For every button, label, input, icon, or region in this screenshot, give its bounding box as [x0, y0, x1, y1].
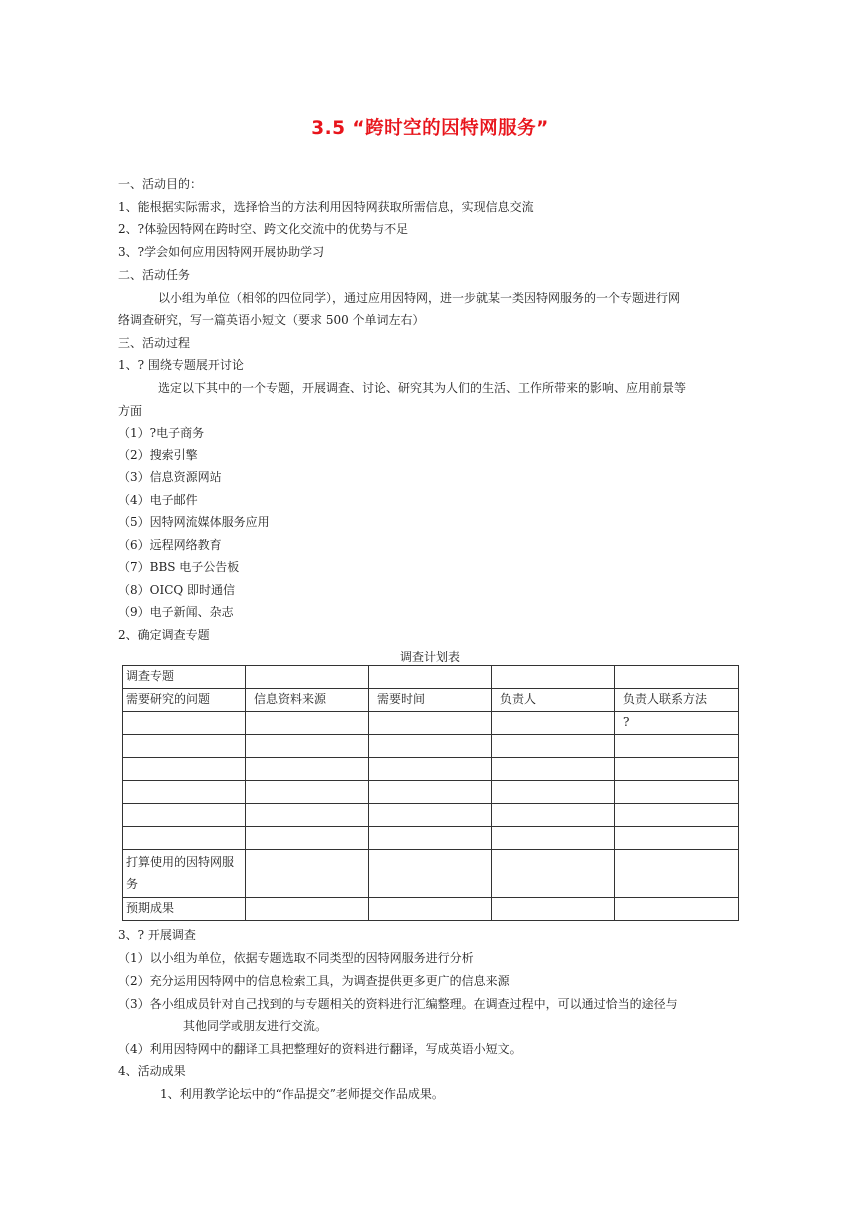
section-heading-results: 4、活动成果: [118, 1064, 186, 1078]
topic-item: （9）电子新闻、杂志: [118, 605, 234, 619]
table-row: [123, 850, 739, 898]
step-3-item: （1）以小组为单位，依据专题选取不同类型的因特网服务进行分析: [118, 951, 474, 965]
step-2-heading: 2、确定调查专题: [118, 628, 210, 642]
table-cell: [615, 758, 739, 781]
table-row: [123, 712, 739, 735]
table-cell: [615, 804, 739, 827]
topic-item: （8）OICQ 即时通信: [118, 583, 236, 597]
table-cell: [369, 850, 492, 898]
header-cell: 需要时间: [369, 689, 492, 712]
table-cell: [492, 804, 615, 827]
step-1-heading: 1、? 围绕专题展开讨论: [118, 358, 244, 372]
task-paragraph-line-2: 络调查研究，写一篇英语小短文（要求 500 个单词左右）: [118, 313, 425, 327]
table-cell: [615, 735, 739, 758]
table-cell: [492, 735, 615, 758]
task-paragraph-line-1: 以小组为单位（相邻的四位同学），通过应用因特网，进一步就某一类因特网服务的一个专题进行网: [158, 291, 681, 305]
table-cell: [123, 712, 246, 735]
table-cell: [123, 827, 246, 850]
table-cell: [492, 827, 615, 850]
goal-2: 2、?体验因特网在跨时空、跨文化交流中的优势与不足: [118, 222, 409, 236]
table-cell: [615, 827, 739, 850]
topic-item: （4）电子邮件: [118, 493, 198, 507]
table-cell: [492, 781, 615, 804]
table-row: [123, 898, 739, 921]
goal-3: 3、?学会如何应用因特网开展协助学习: [118, 245, 325, 259]
table-cell: [246, 827, 369, 850]
table-cell: [369, 804, 492, 827]
header-cell: 信息资料来源: [246, 689, 369, 712]
table-cell: [123, 735, 246, 758]
section-heading-task: 二、活动任务: [118, 268, 191, 282]
expected-result-label-cell: 预期成果: [123, 898, 246, 921]
topic-label-cell: 调查专题: [123, 666, 246, 689]
table-cell: [246, 758, 369, 781]
goal-1: 1、能根据实际需求，选择恰当的方法利用因特网获取所需信息，实现信息交流: [118, 200, 534, 214]
step-3-item-continuation: 其他同学或朋友进行交流。: [183, 1019, 328, 1033]
header-cell: 需要研究的问题: [123, 689, 246, 712]
topic-item: （7）BBS 电子公告板: [118, 560, 240, 574]
table-row: [123, 781, 739, 804]
topic-item: （1）?电子商务: [118, 426, 205, 440]
table-cell: [369, 666, 492, 689]
table-row: [123, 827, 739, 850]
table-cell: ?: [615, 712, 739, 735]
table-cell: [492, 758, 615, 781]
table-cell: [369, 827, 492, 850]
section-heading-process: 三、活动过程: [118, 336, 191, 350]
table-cell: [246, 804, 369, 827]
table-caption: 调查计划表: [399, 650, 460, 664]
table-cell: [615, 898, 739, 921]
internet-service-label-cell: 打算使用的因特网服务: [123, 850, 246, 898]
table-cell: [369, 898, 492, 921]
topic-item: （2）搜索引擎: [118, 448, 198, 462]
table-cell: [492, 850, 615, 898]
table-cell: [246, 898, 369, 921]
table-cell: [615, 781, 739, 804]
table-cell: [369, 712, 492, 735]
table-cell: [492, 666, 615, 689]
table-cell: [369, 758, 492, 781]
table-cell: [246, 781, 369, 804]
section-heading-goals: 一、活动目的：: [118, 177, 203, 191]
table-row: [123, 735, 739, 758]
header-cell: 负责人: [492, 689, 615, 712]
table-cell: [123, 781, 246, 804]
step-3-item: （2）充分运用因特网中的信息检索工具，为调查提供更多更广的信息来源: [118, 974, 510, 988]
table-cell: [246, 735, 369, 758]
table-row: [123, 804, 739, 827]
table-cell: [246, 850, 369, 898]
table-cell: [369, 781, 492, 804]
table-row: [123, 758, 739, 781]
step-3-item: （3）各小组成员针对自己找到的与专题相关的资料进行汇编整理。在调查过程中，可以通过恰当的途径与: [118, 997, 678, 1011]
table-cell: [246, 666, 369, 689]
survey-plan-table: [122, 665, 739, 921]
step-1-paragraph-line-2: 方面: [118, 404, 143, 418]
table-cell: [123, 758, 246, 781]
table-cell: [123, 804, 246, 827]
table-header-row: [123, 689, 739, 712]
table-cell: [369, 735, 492, 758]
topic-item: （6）远程网络教育: [118, 538, 222, 552]
table-cell: [492, 712, 615, 735]
table-cell: [246, 712, 369, 735]
topic-item: （3）信息资源网站: [118, 470, 222, 484]
document-title: 3.5 “跨时空的因特网服务”: [311, 118, 549, 139]
table-cell: [615, 850, 739, 898]
table-cell: [615, 666, 739, 689]
results-item: 1、利用教学论坛中的“作品提交”老师提交作品成果。: [160, 1087, 444, 1101]
topic-item: （5）因特网流媒体服务应用: [118, 515, 270, 529]
step-1-paragraph-line-1: 选定以下其中的一个专题，开展调查、讨论、研究其为人们的生活、工作所带来的影响、应用前景等: [158, 381, 687, 395]
step-3-heading: 3、? 开展调查: [118, 928, 196, 942]
header-cell: 负责人联系方法: [615, 689, 739, 712]
table-row: [123, 666, 739, 689]
step-3-item: （4）利用因特网中的翻译工具把整理好的资料进行翻译，写成英语小短文。: [118, 1042, 522, 1056]
table-cell: [492, 898, 615, 921]
